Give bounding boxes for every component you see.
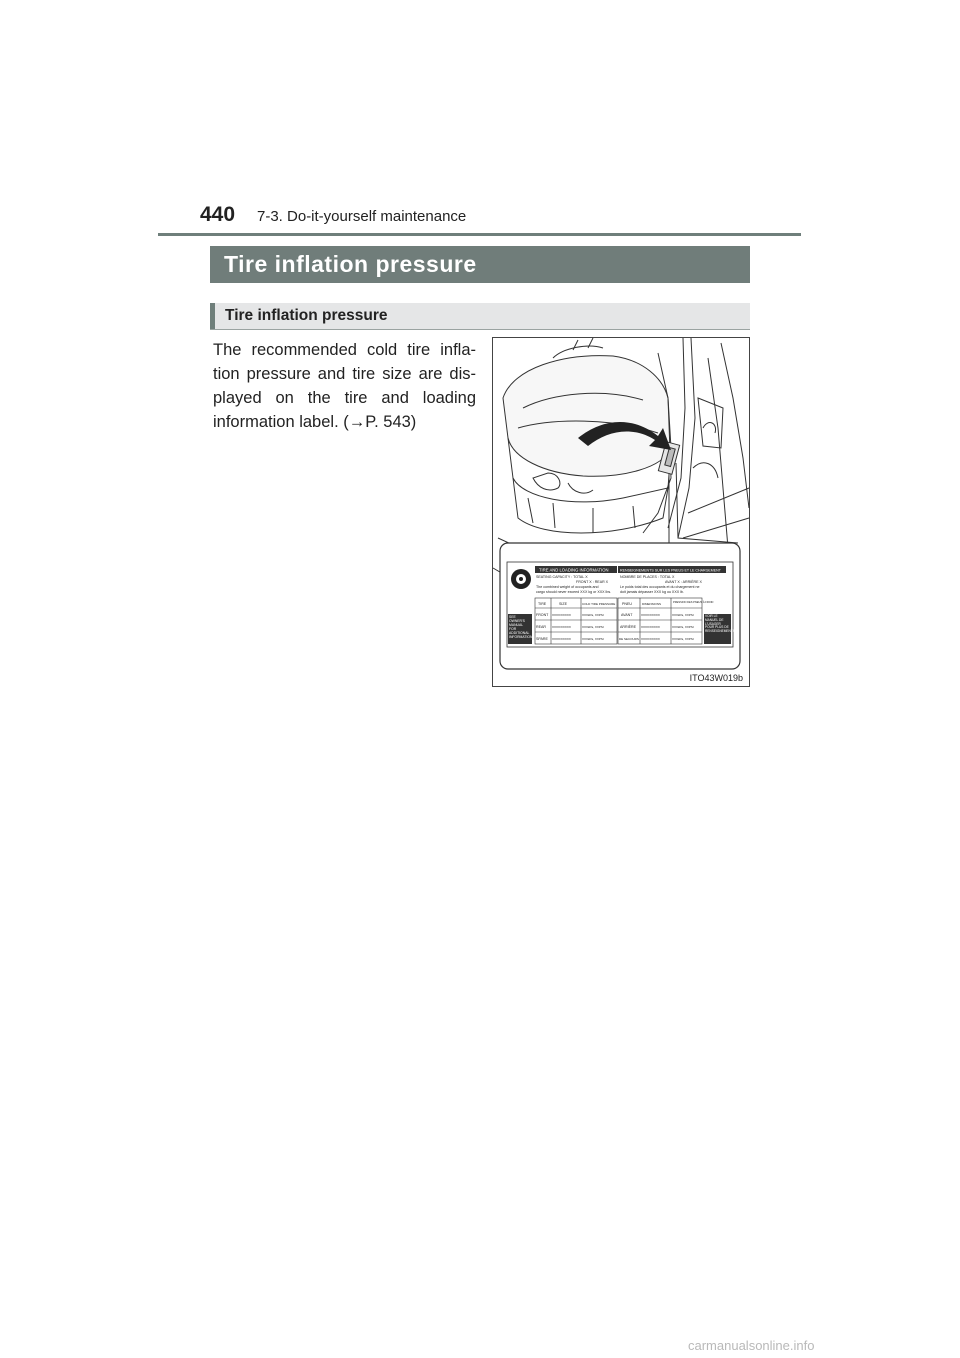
sub-heading-divider bbox=[210, 329, 750, 330]
svg-text:DIMENSIONS: DIMENSIONS bbox=[642, 602, 662, 606]
svg-text:FRONT: FRONT bbox=[536, 613, 549, 617]
svg-text:FRONT X : REAR X: FRONT X : REAR X bbox=[576, 580, 609, 584]
svg-text:cargo should never exceed XXX: cargo should never exceed XXX kg or XXX lbs. bbox=[536, 590, 612, 594]
svg-text:COLD TIRE PRESSURE: COLD TIRE PRESSURE bbox=[582, 602, 616, 606]
svg-text:RENSEIGNEMENTS SUR LES PNEUS E: RENSEIGNEMENTS SUR LES PNEUS ET LE CHARGEMENT bbox=[620, 568, 721, 573]
body-paragraph: The recommended cold tire infla-tion pressure and tire size are dis-played on the tire and loading information label. (→P. 543) bbox=[213, 341, 476, 431]
svg-text:XXXkPa, XXPSI: XXXkPa, XXPSI bbox=[672, 625, 694, 629]
svg-text:PNEU: PNEU bbox=[622, 602, 632, 606]
svg-text:ARRIÈRE: ARRIÈRE bbox=[620, 625, 636, 629]
svg-text:XXXX/XXXXX: XXXX/XXXXX bbox=[552, 625, 571, 629]
svg-text:XXXkPa, XXPSI: XXXkPa, XXPSI bbox=[672, 637, 694, 641]
main-heading: Tire inflation pressure bbox=[210, 246, 750, 283]
svg-text:The combined weight of occupan: The combined weight of occupants and bbox=[536, 585, 599, 589]
svg-text:Le poids total des occupants e: Le poids total des occupants et du chargement ne bbox=[620, 585, 700, 589]
section-breadcrumb: 7-3. Do-it-yourself maintenance bbox=[257, 208, 467, 225]
figure-code: ITO43W019b bbox=[689, 673, 743, 683]
car-door-illustration: TIRE AND LOADING INFORMATION RENSEIGNEMENTS SUR LES PNEUS ET LE CHARGEMENT SEATING CAPACITY : TOTAL X FRONT X : REAR X The combined weight of occupants and cargo should never exceed XXX kg or XXX lbs. NOMBRE DE PLACES : TOTAL X AVANT X : ARRIÈRE X Le poids total des occupants et du chargement ne doit jamais dépasser XXX kg ou XXX lb. TIRE SIZE COLD TIRE PRESSURE PNEU DIMENSIONS PRESSION DES PNEUS À FROID FRONT XXXX/XXXXX XXXkPa, XXPSI AVANT XXXX/XXXXX XXXkPa, XXPSI REAR XXXX/XXXXX XXXkPa, XXPSI ARRIÈRE XXXX/XXXXX XXXkPa, XXPSI SPARE XXXX/XXXXX XXXkPa, XXPSI DE SECOURS XXXX/XXXXX XXXkPa, XXPSI SEE OWNER'S MANUAL FOR ADDITIONAL INFORMATION VOIR LE MANUEL DE L'USAGER POUR PLUS DE RENSEIGNEMENTS bbox=[493, 338, 749, 686]
svg-text:TIRE: TIRE bbox=[538, 602, 547, 606]
svg-text:NOMBRE DE PLACES : TOTAL X: NOMBRE DE PLACES : TOTAL X bbox=[620, 575, 675, 579]
svg-text:TIRE AND LOADING INFORMATION: TIRE AND LOADING INFORMATION bbox=[539, 567, 609, 573]
svg-text:XXXX/XXXXX: XXXX/XXXXX bbox=[552, 637, 571, 641]
svg-text:XXXX/XXXXX: XXXX/XXXXX bbox=[552, 613, 571, 617]
svg-text:SPARE: SPARE bbox=[536, 637, 548, 641]
watermark: carmanualsonline.info bbox=[688, 1338, 815, 1353]
svg-text:SIZE: SIZE bbox=[559, 602, 567, 606]
svg-text:XXXX/XXXXX: XXXX/XXXXX bbox=[641, 613, 660, 617]
sub-heading: Tire inflation pressure bbox=[210, 303, 750, 329]
svg-text:XXXkPa, XXPSI: XXXkPa, XXPSI bbox=[582, 637, 604, 641]
svg-text:SEATING CAPACITY : TOTAL X: SEATING CAPACITY : TOTAL X bbox=[536, 575, 588, 579]
svg-text:AVANT: AVANT bbox=[621, 613, 633, 617]
svg-text:DE SECOURS: DE SECOURS bbox=[619, 637, 639, 641]
svg-text:AVANT X : ARRIÈRE X: AVANT X : ARRIÈRE X bbox=[665, 580, 702, 584]
page-number: 440 bbox=[200, 203, 236, 226]
svg-text:REAR: REAR bbox=[536, 625, 546, 629]
svg-text:PRESSION DES PNEUS À FROID: PRESSION DES PNEUS À FROID bbox=[673, 601, 714, 604]
svg-text:XXXX/XXXXX: XXXX/XXXXX bbox=[641, 637, 660, 641]
tire-label-figure bbox=[492, 337, 750, 687]
header-divider bbox=[158, 233, 801, 236]
svg-text:XXXX/XXXXX: XXXX/XXXXX bbox=[641, 625, 660, 629]
svg-text:doit jamais dépasser XXX kg ou: doit jamais dépasser XXX kg ou XXX lb. bbox=[620, 590, 684, 594]
svg-text:XXXkPa, XXPSI: XXXkPa, XXPSI bbox=[582, 625, 604, 629]
svg-text:XXXkPa, XXPSI: XXXkPa, XXPSI bbox=[582, 613, 604, 617]
svg-text:XXXkPa, XXPSI: XXXkPa, XXPSI bbox=[672, 613, 694, 617]
